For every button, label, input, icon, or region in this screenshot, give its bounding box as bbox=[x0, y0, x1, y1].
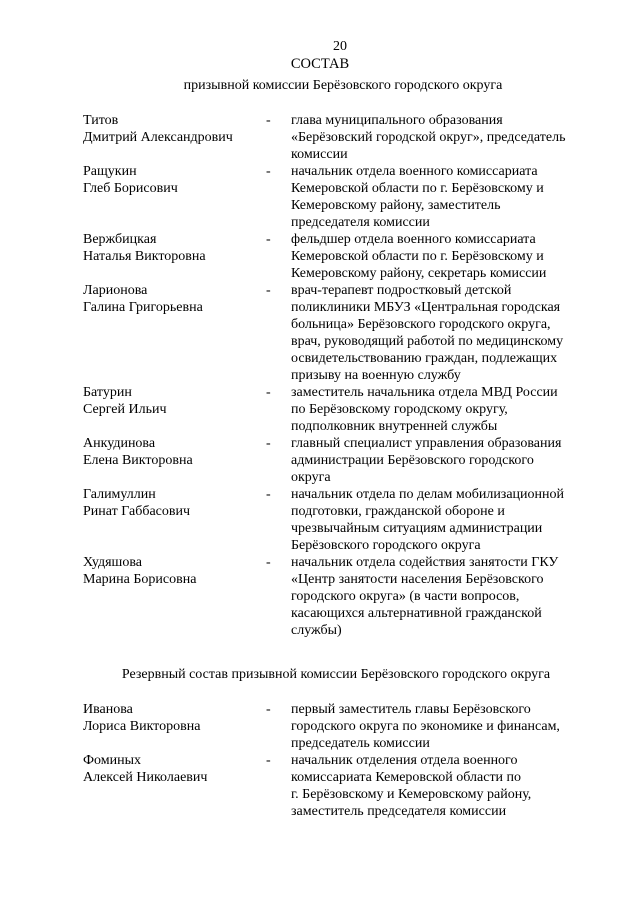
member-entry bbox=[83, 554, 603, 639]
member-given-names: Дмитрий Александрович bbox=[83, 130, 233, 145]
member-surname: Вержбицкая bbox=[83, 232, 157, 247]
member-name bbox=[83, 163, 263, 231]
member-name bbox=[83, 435, 263, 486]
reserve-members-list bbox=[83, 701, 603, 820]
member-surname: Иванова bbox=[83, 702, 133, 717]
member-dash: - bbox=[266, 164, 271, 179]
member-dash: - bbox=[266, 753, 271, 768]
member-dash: - bbox=[266, 232, 271, 247]
member-position: начальник отдела содействия занятости ГКУ «Центр занятости населения Берёзовского городского округа» (в части вопросов, касающихся альтернативной гражданской службы) bbox=[291, 555, 559, 638]
member-given-names: Лориса Викторовна bbox=[83, 719, 201, 734]
member-dash: - bbox=[266, 385, 271, 400]
member-entry bbox=[83, 112, 603, 163]
member-given-names: Глеб Борисович bbox=[83, 181, 178, 196]
member-dash: - bbox=[266, 436, 271, 451]
member-position: начальник отдела военного комиссариата Кемеровской области по г. Берёзовскому и Кемеровскому району, заместитель председателя комиссии bbox=[291, 164, 544, 230]
member-name bbox=[83, 701, 263, 752]
member-name bbox=[83, 231, 263, 282]
member-position: глава муниципального образования «Берёзовский городской округ», председатель комиссии bbox=[291, 113, 566, 162]
member-dash: - bbox=[266, 283, 271, 298]
member-dash: - bbox=[266, 555, 271, 570]
member-dash: - bbox=[266, 113, 271, 128]
member-position: главный специалист управления образования администрации Берёзовского городского округа bbox=[291, 436, 562, 485]
member-surname: Галимуллин bbox=[83, 487, 156, 502]
commission-members-list bbox=[83, 112, 603, 639]
member-position: начальник отделения отдела военного комиссариата Кемеровской области по г. Берёзовскому и Кемеровскому району, заместитель председателя комиссии bbox=[291, 753, 532, 819]
document-title: СОСТАВ bbox=[290, 56, 350, 72]
member-name bbox=[83, 282, 263, 384]
member-name bbox=[83, 554, 263, 639]
member-given-names: Ринат Габбасович bbox=[83, 504, 191, 519]
member-surname: Анкудинова bbox=[83, 436, 156, 451]
member-surname: Ларионова bbox=[83, 283, 148, 298]
member-given-names: Марина Борисовна bbox=[83, 572, 197, 587]
member-position: первый заместитель главы Берёзовского городского округа по экономике и финансам, председатель комиссии bbox=[291, 702, 560, 751]
member-position: врач-терапевт подростковый детской поликлиники МБУЗ «Центральная городская больница» Берёзовского городского округа, врач, руководящий работой по медицинскому освидетельствованию граждан, подлежащих призыву на военную службу bbox=[291, 283, 564, 383]
member-dash: - bbox=[266, 487, 271, 502]
reserve-member-entry bbox=[83, 701, 603, 752]
member-dash: - bbox=[266, 702, 271, 717]
member-given-names: Наталья Викторовна bbox=[83, 249, 206, 264]
member-position: заместитель начальника отдела МВД России по Берёзовскому городскому округу, подполковник внутренней службы bbox=[291, 385, 558, 434]
member-surname: Ращукин bbox=[83, 164, 137, 179]
reserve-section-title: Резервный состав призывной комиссии Берёзовского городского округа bbox=[121, 667, 551, 682]
member-given-names: Галина Григорьевна bbox=[83, 300, 203, 315]
member-name bbox=[83, 752, 263, 820]
document-subtitle: призывной комиссии Берёзовского городского округа bbox=[183, 78, 503, 93]
member-entry bbox=[83, 282, 603, 384]
reserve-member-entry bbox=[83, 752, 603, 820]
member-given-names: Алексей Николаевич bbox=[83, 770, 208, 785]
member-entry bbox=[83, 163, 603, 231]
member-given-names: Сергей Ильич bbox=[83, 402, 167, 417]
page-number: 20 bbox=[333, 39, 347, 54]
member-surname: Худяшова bbox=[83, 555, 142, 570]
member-entry bbox=[83, 435, 603, 486]
member-surname: Фоминых bbox=[83, 753, 142, 768]
member-surname: Батурин bbox=[83, 385, 132, 400]
member-name bbox=[83, 112, 263, 163]
member-entry bbox=[83, 384, 603, 435]
member-given-names: Елена Викторовна bbox=[83, 453, 193, 468]
member-name bbox=[83, 384, 263, 435]
member-name bbox=[83, 486, 263, 554]
member-entry bbox=[83, 486, 603, 554]
member-surname: Титов bbox=[83, 113, 119, 128]
member-position: фельдшер отдела военного комиссариата Кемеровской области по г. Берёзовскому и Кемеровскому району, секретарь комиссии bbox=[291, 232, 547, 281]
member-position: начальник отдела по делам мобилизационной подготовки, гражданской обороне и чрезвычайным ситуациям администрации Берёзовского городского округа bbox=[291, 487, 565, 553]
member-entry bbox=[83, 231, 603, 282]
